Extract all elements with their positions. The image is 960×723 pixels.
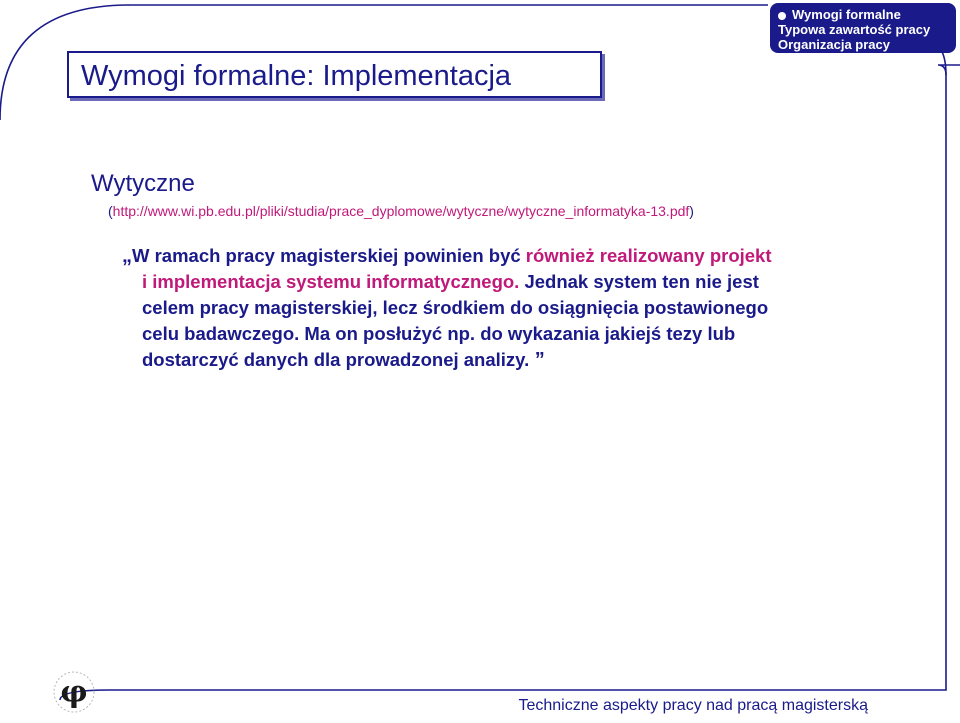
nav-item-wymogi[interactable]: Wymogi formalne bbox=[778, 7, 948, 22]
nav-item-typowa-zawartosc[interactable]: Typowa zawartość pracy bbox=[778, 22, 931, 37]
nav-item-organizacja[interactable]: Organizacja pracy bbox=[778, 37, 890, 52]
title-box bbox=[67, 51, 602, 98]
highlighted-text: i implementacja systemu informatycznego. bbox=[142, 271, 520, 292]
close-quote-mark: ” bbox=[529, 349, 545, 371]
svg-text:φ: φ bbox=[60, 675, 88, 710]
highlighted-text: również realizowany projekt bbox=[525, 245, 772, 266]
quote-line-1: „W ramach pracy magisterskiej powinien być również realizowany projekt bbox=[122, 245, 772, 267]
subheading: Wytyczne bbox=[91, 170, 195, 197]
link-line: (http://www.wi.pb.edu.pl/pliki/studia/prace_dyplomowe/wytyczne/wytyczne_informatyka-13.pdf) bbox=[108, 203, 694, 219]
active-bullet-icon bbox=[778, 12, 786, 20]
quote-line-2: i implementacja systemu informatycznego. Jednak system ten nie jest bbox=[142, 271, 759, 292]
quote-line-3: celem pracy magisterskiej, lecz środkiem do osiągnięcia postawionego bbox=[142, 297, 769, 318]
guidelines-link[interactable]: http://www.wi.pb.edu.pl/pliki/studia/prace_dyplomowe/wytyczne/wytyczne_informatyka-13.pdf bbox=[112, 203, 690, 219]
navigation-box bbox=[770, 3, 956, 53]
quote-block bbox=[122, 243, 882, 373]
quote-line-4: celu badawczego. Ma on posłużyć np. do wykazania jakiejś tezy lub bbox=[142, 323, 736, 344]
open-quote-mark: „ bbox=[122, 245, 132, 267]
page-title: Wymogi formalne: Implementacja bbox=[81, 60, 512, 92]
quote-line-5: dostarczyć danych dla prowadzonej analizy. ” bbox=[142, 349, 545, 371]
footer-text: Techniczne aspekty pracy nad pracą magisterską bbox=[518, 697, 868, 714]
university-logo-icon bbox=[40, 668, 110, 720]
